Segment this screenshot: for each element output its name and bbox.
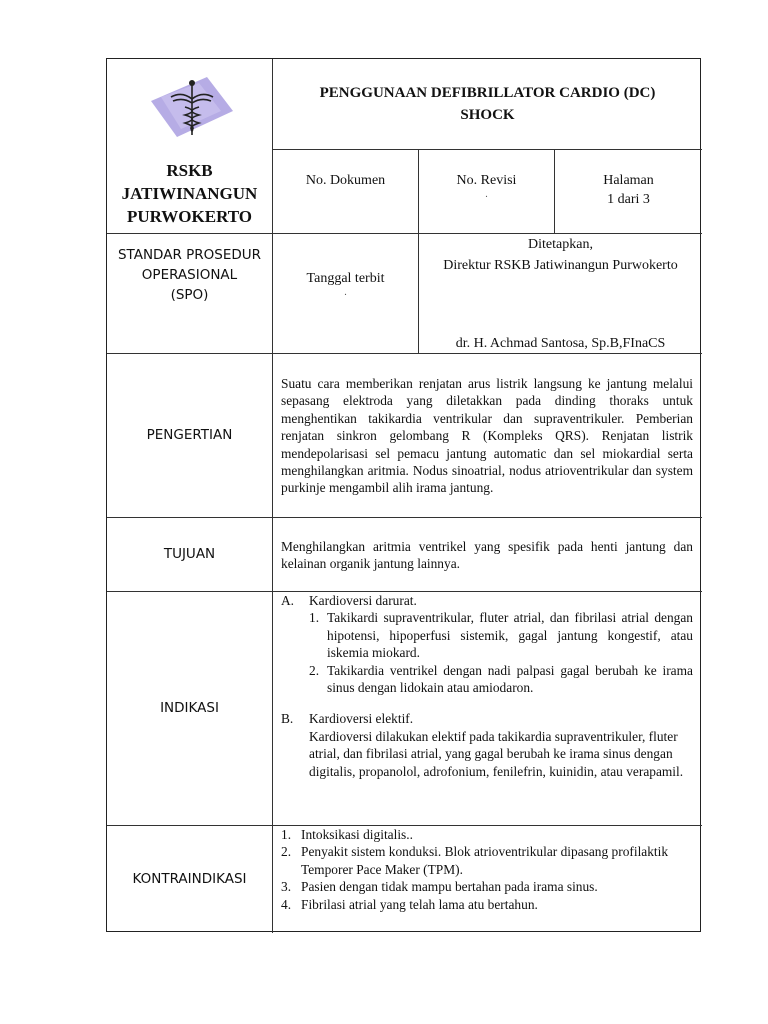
list-number: 3. [281,879,292,895]
list-number: 2. [309,662,320,678]
list-item [281,609,693,661]
list-marker: A. [281,593,295,608]
tujuan-label: TUJUAN [163,546,216,562]
list-item-text: Takikardi supraventrikular, fluter atrial, dan fibrilasi atrial dengan hipotensi, hipoperfusi sistemik, gagal jantung kongestif, atau iskemia miokard. [327,610,693,661]
approval-block [419,235,702,279]
list-item-text: Intoksikasi digitalis.. [301,827,413,842]
list-number: 2. [281,844,292,860]
list-item-text: Fibrilasi atrial yang telah lama atu bertahun. [301,896,538,912]
page-cell [555,159,702,219]
spo-line: STANDAR PROSEDUR [117,247,262,263]
list-item-text: Penyakit sistem konduksi. Blok atrioventrikular dipasang profilaktik Temporer Pace Maker (TPM). [301,844,669,877]
signatory-name: dr. H. Achmad Santosa, Sp.B,FInaCS [455,335,666,351]
indikasi-b-title: Kardioversi elektif. [309,711,414,727]
spo-line: OPERASIONAL [141,267,238,283]
doc-number-label: No. Dokumen [305,173,386,188]
issue-date-cell [273,269,418,319]
list-item-text: Pasien dengan tidak mampu bertahan pada irama sinus. [301,879,598,895]
issue-date-value: . [344,287,347,298]
tujuan-text: Menghilangkan aritmia ventrikel yang spesifik pada henti jantung dan kelainan organik jantung lainnya. [281,539,693,572]
title-line: SHOCK [460,107,515,123]
spo-line: (SPO) [170,287,209,303]
row-divider [107,233,702,234]
indikasi-a-title: Kardioversi darurat. [309,593,417,608]
indikasi-content [281,592,693,780]
issue-date-label: Tanggal terbit [306,271,385,286]
list-marker: B. [281,711,294,727]
hospital-name-line: RSKB [166,160,213,180]
row-divider [272,149,702,150]
title-line: PENGGUNAAN DEFIBRILLATOR CARDIO (DC) [319,85,656,101]
list-number: 4. [281,896,292,912]
spo-label [107,245,272,329]
indikasi-b-heading [281,710,693,727]
director-title: Direktur RSKB Jatiwinangun Purwokerto [443,258,678,273]
revision-label: No. Revisi [456,173,517,188]
pengertian-label: PENGERTIAN [146,427,233,443]
approval-label: Ditetapkan, [528,237,593,252]
pengertian-text: Suatu cara memberikan renjatan arus listrik langsung ke jantung melalui sepasang elektroda yang diletakkan pada dinding thoraks untuk menghentikan takikardia ventrikular dan supraventrikuler. Pemberian renjatan sinkron gelombang R (Kompleks QRS). Renjatan listrik mendepolarisasi sel pemacu jantung automatic dan sel miokardial serta menghilangkan aritmia. Nodus sinoatrial, nodus atrioventrikular dan system purkinje mengambil alih irama jantung. [281,376,693,496]
hospital-name [107,155,272,231]
indikasi-a-heading [281,592,693,609]
list-item-text: Takikardia ventrikel dengan nadi palpasi gagal berubah ke irama sinus dengan lidokain atau amiodaron. [327,662,693,696]
document-title [273,71,702,137]
list-item [281,843,693,878]
revision-value: . [485,189,488,200]
page-label: Halaman [603,173,654,188]
hospital-name-line: JATIWINANGUN [121,183,258,203]
hospital-name-line: PURWOKERTO [126,206,253,226]
list-number: 1. [309,610,320,626]
kontraindikasi-label: KONTRAINDIKASI [132,871,247,887]
list-item [281,662,693,697]
list-number: 1. [281,827,292,842]
hospital-logo [147,71,237,143]
revision-cell [419,159,554,219]
list-item [281,878,693,895]
list-item [281,826,693,843]
list-item [281,896,693,913]
kontraindikasi-list [281,826,693,913]
spo-document [106,58,701,932]
indikasi-b-text: Kardioversi dilakukan elektif pada takikardia supraventrikuler, fluter atrial, dan fibrilasi atrial, yang gagal berubah ke irama sinus dengan digitalis, propanolol, adrofonium, fenilefrin, kuinidin, atau verapamil. [309,728,684,779]
caduceus-logo-icon [147,71,237,143]
indikasi-label: INDIKASI [160,700,219,716]
page-value: 1 dari 3 [607,192,650,207]
